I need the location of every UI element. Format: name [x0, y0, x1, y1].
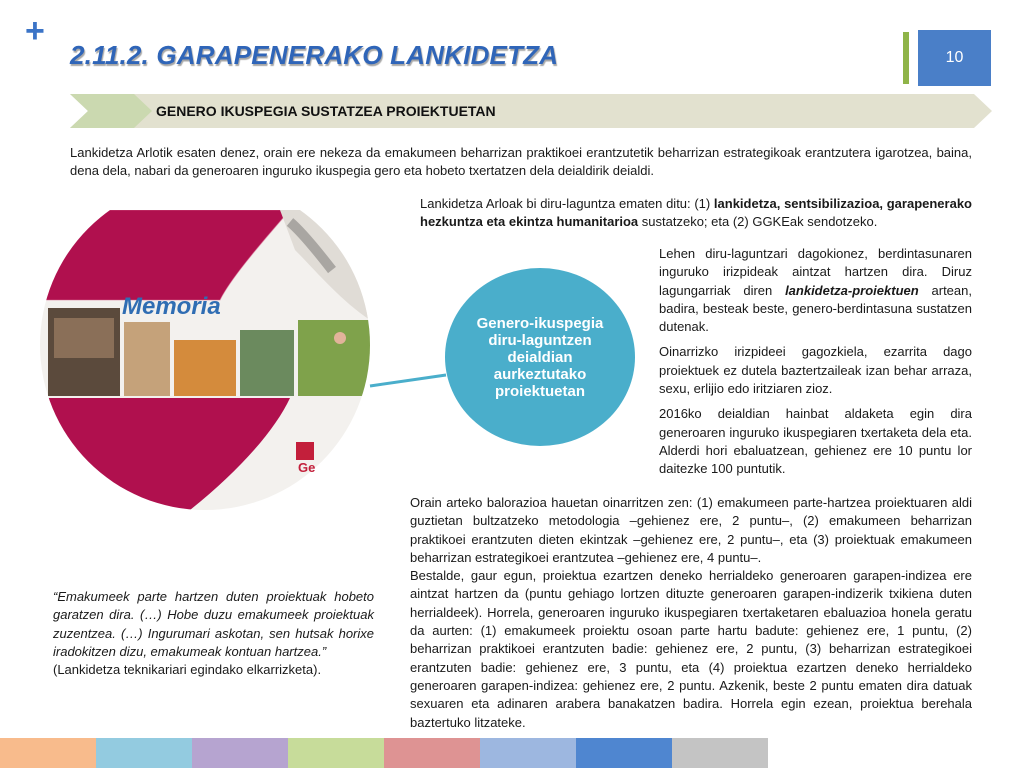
- footer-swatch: [384, 738, 480, 768]
- memoria-label: Memoria: [122, 293, 221, 320]
- footer-swatch: [576, 738, 672, 768]
- evaluation-paragraph-1: Orain arteko balorazioa hauetan oinarritzen zen: (1) emakumeen parte-hartzea proiektuaren aldi guztietan bultzatzeko metodologia –gehienez ere, 2 puntu–, (2) emakumeen beharrizan praktikoei erantzuten dieten ekintzak –gehienez ere, 2 puntu–, eta (3) proiektuak emakumeen beharrizan estrategikoei erantzutea –gehienez ere, 4 puntu–.: [410, 495, 972, 565]
- evaluation-text: [410, 494, 972, 732]
- arloak-text-pre: Lankidetza Arloak bi diru-laguntza ematen ditu: (1): [420, 196, 714, 211]
- arloak-text-bold: lankidetza, sentsibilizazioa, garapenerako hezkuntza eta ekintza humanitarioa: [420, 196, 972, 230]
- right-paragraph-2: Oinarrizko irizpideei gagozkiela, ezarrita dago proiektuek ez dutela baztertzaileak izan behar arraza, sexu, erlijio edo iritziaren zioz.: [659, 344, 972, 397]
- intro-paragraph: Lankidetza Arlotik esaten denez, orain ere nekeza da emakumeen beharrizan praktikoei erantzutetik beharrizan estrategikoak erantzutera igarotzea, baina, dena dela, nabari da generoaren inguruko ikuspegia gero eta hobeto txertatzen dela deialdirik deialdi.: [70, 145, 972, 179]
- right-p1-pre: Lehen diru-laguntzari dagokionez, berdintasunaren inguruko irizpideak aintzat hartzen dira. Diruz lagungarriak diren: [659, 246, 972, 298]
- memoria-artwork: [40, 210, 460, 510]
- right-paragraph-1: [659, 245, 972, 336]
- quote-attribution: (Lankidetza teknikariari egindako elkarrizketa).: [53, 662, 322, 678]
- photo-runner: [298, 320, 370, 396]
- footer-color-strip: [0, 738, 768, 768]
- evaluation-paragraph-2: Bestalde, gaur egun, proiektua ezartzen deneko herrialdeko generoaren garapen-indizea ere aintzat hartzen da (puntu gehiago lortzen dituzte generoaren garapen-indizerik txikiena duten herrialdeek). Horrela, generoaren inguruko ikuspegiaren txertaketaren ebaluazioa honela geratu da aurten: (1) emakumeek proiektu osoan parte hartu badute: gehienez ere, 1 puntu, (2) beharrizan praktikoei erantzuten badie: gehienez ere, 2 puntu, (3) beharrizan estrategikoei erantzuten badie: gehienez ere, 3 puntu, eta (4) proiektua ezartzen deneko herrialdeko generoaren garapen-indizea: gehienez ere, 2 puntu. Azkenik, beste 2 puntu ematen dira datuak sexuaren eta adinaren arabera banakatzen badira. Horrela egin ezean, proiektua berehala baztertuko litzateke.: [410, 568, 972, 730]
- page-title: 2.11.2. GARAPENERAKO LANKIDETZA: [70, 40, 559, 70]
- quote-text: “Emakumeek parte hartzen duten proiektuak hobeto garatzen dira. (…) Hobe duzu emakumeek proiektuak zuzentzea. (…) Ingurumari askotan, sen hutsak horixe iradokitzen dizu, emakumeak kontuan hartzea.”: [53, 589, 374, 659]
- right-p1-post: artean, badira, besteak beste, genero-berdintasuna sustatzen dutenak.: [659, 282, 972, 335]
- footer-swatch: [0, 738, 96, 768]
- footer-swatch: [288, 738, 384, 768]
- arloak-text-post: sustatzeko; eta (2) GGKEak sendotzeko.: [638, 214, 878, 230]
- right-p1-emph: lankidetza-proiektuen: [785, 282, 919, 298]
- logo-fragment: Ge: [298, 460, 316, 475]
- photo-food: [174, 340, 236, 396]
- photo-landscape: [240, 330, 294, 396]
- circle-label-text: Genero-ikuspegia diru-laguntzen deialdian aurkeztutako proiektuetan: [476, 314, 604, 400]
- footer-swatch: [192, 738, 288, 768]
- section-banner: [70, 94, 992, 128]
- page-number: 10: [918, 30, 991, 86]
- photo-portrait: [124, 322, 170, 396]
- interview-quote: [53, 588, 374, 679]
- highlight-circle: [445, 268, 635, 446]
- logo-mark: [296, 442, 314, 460]
- green-accent-bar: [903, 32, 909, 84]
- footer-swatch: [96, 738, 192, 768]
- connector-line: [370, 375, 446, 386]
- plus-icon: +: [25, 12, 45, 50]
- banner-title: GENERO IKUSPEGIA SUSTATZEA PROIEKTUETAN: [156, 103, 496, 119]
- footer-swatch: [672, 738, 768, 768]
- right-column: [659, 245, 972, 486]
- arloak-paragraph: [420, 195, 972, 232]
- right-paragraph-3: 2016ko deialdian hainbat aldaketa egin dira generoaren inguruko ikuspegiaren txertaketa dela eta. Alderdi hori ebaluatzean, gehienez ere 10 puntu lor daitezke 100 puntutik.: [659, 406, 972, 477]
- footer-swatch: [480, 738, 576, 768]
